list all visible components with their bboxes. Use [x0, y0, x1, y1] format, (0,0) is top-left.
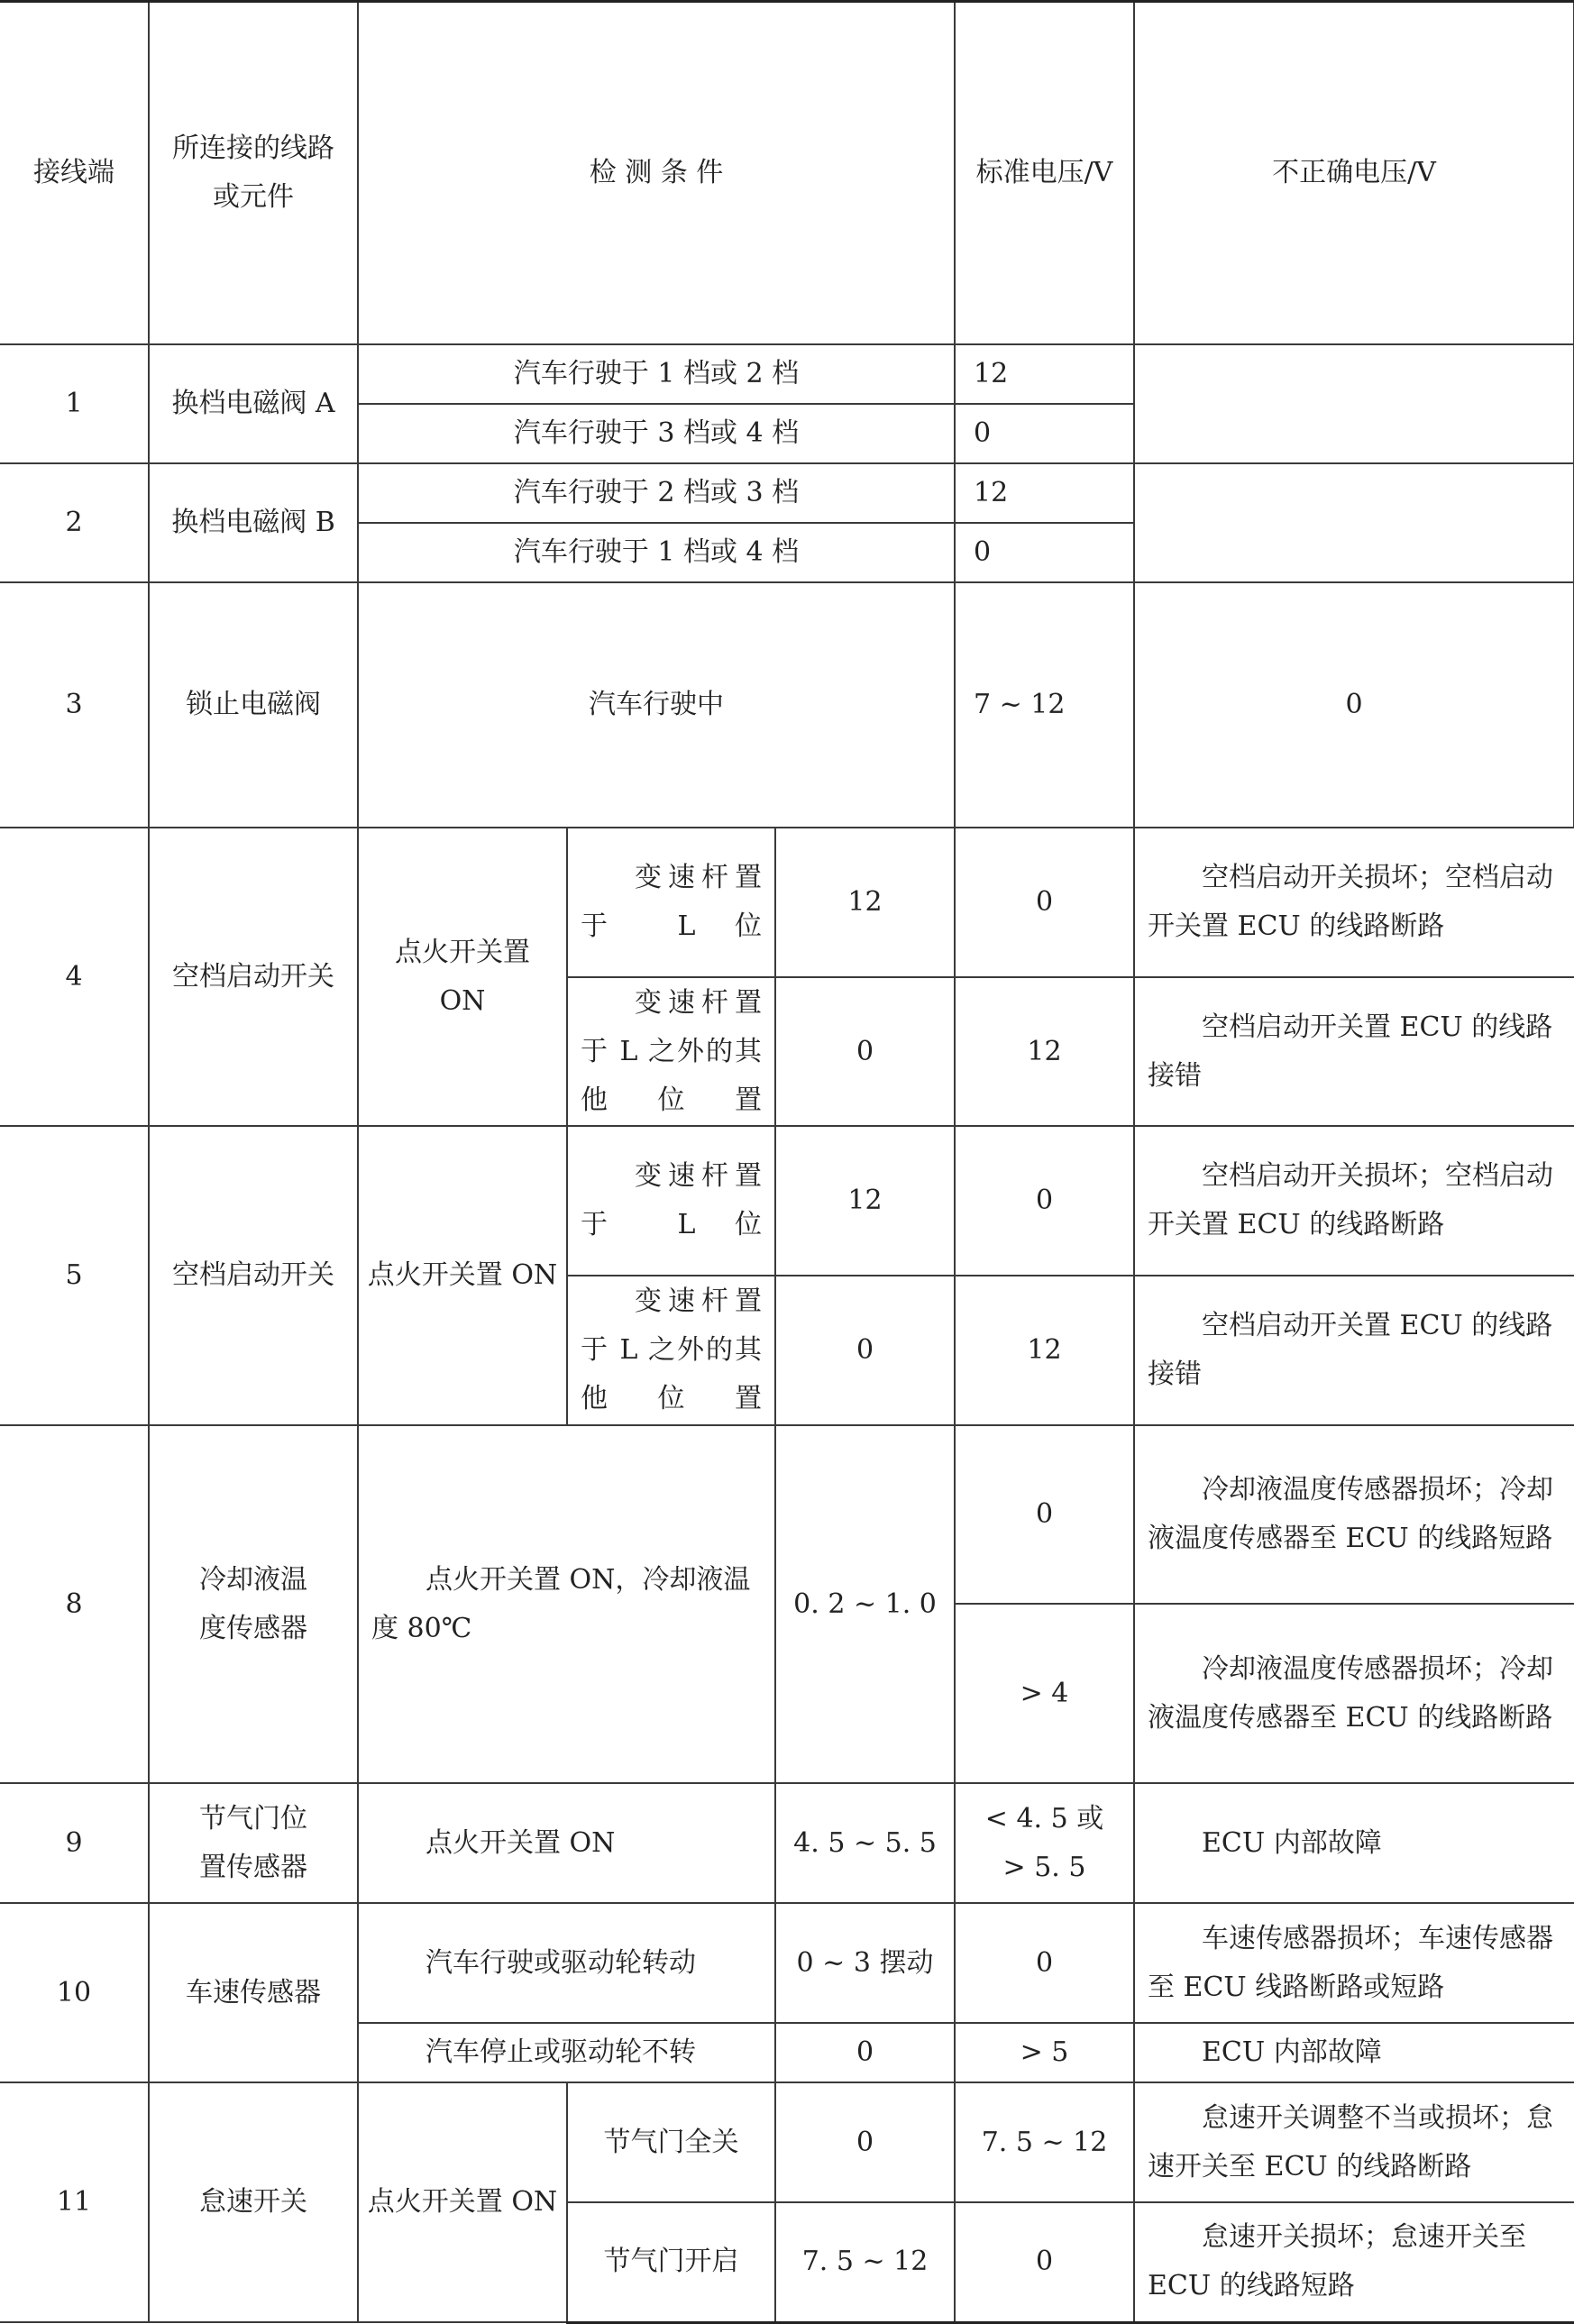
shift-position-cell: 变速杆置于 L 位	[567, 1126, 775, 1276]
ignition-cell: 点火开关置 ON	[358, 828, 567, 1126]
component-cell: 换档电磁阀 B	[149, 463, 358, 582]
cause-cell: 冷却液温度传感器损坏；冷却液温度传感器至 ECU 的线路短路	[1134, 1425, 1574, 1604]
cause-cell: 空档启动开关损坏；空档启动开关置 ECU 的线路断路	[1134, 1126, 1574, 1276]
condition-cell: 汽车行驶于 2 档或 3 档	[358, 463, 955, 523]
standard-voltage-cell: 7. 5 ~ 12	[775, 2202, 955, 2322]
ignition-cell: 点火开关置 ON	[358, 2082, 567, 2322]
table-row	[0, 828, 1574, 977]
component-cell: 空档启动开关	[149, 828, 358, 1126]
header-incorrect-voltage: 不正确电压/V	[1134, 2, 1574, 345]
condition-cell: 汽车行驶于 3 档或 4 档	[358, 404, 955, 463]
incorrect-voltage-cell: 0	[955, 1126, 1134, 1276]
terminal-cell: 5	[0, 1126, 149, 1425]
header-row	[0, 2, 1574, 345]
condition-cell: 汽车行驶于 1 档或 4 档	[358, 523, 955, 582]
incorrect-voltage-cell: 0	[955, 1425, 1134, 1604]
cause-cell: 空档启动开关置 ECU 的线路接错	[1134, 1276, 1574, 1425]
standard-voltage-cell: 12	[955, 344, 1134, 404]
incorrect-voltage-cell: 7. 5 ~ 12	[955, 2082, 1134, 2202]
component-cell: 换档电磁阀 A	[149, 344, 358, 463]
component-cell: 节气门位置传感器	[149, 1783, 358, 1903]
standard-voltage-cell: 12	[955, 463, 1134, 523]
standard-voltage-cell: 0	[955, 404, 1134, 463]
condition-cell: 汽车行驶于 1 档或 2 档	[358, 344, 955, 404]
component-cell: 冷却液温度传感器	[149, 1425, 358, 1783]
standard-voltage-cell: 0. 2 ~ 1. 0	[775, 1425, 955, 1783]
terminal-cell: 9	[0, 1783, 149, 1903]
ignition-cell: 点火开关置 ON	[358, 1126, 567, 1425]
component-cell: 车速传感器	[149, 1903, 358, 2082]
incorrect-voltage-cell: 0	[1134, 582, 1574, 828]
cause-cell: 怠速开关损坏；怠速开关至 ECU 的线路短路	[1134, 2202, 1574, 2322]
table-row	[0, 1425, 1574, 1604]
header-component: 所连接的线路或元件	[149, 2, 358, 345]
cause-cell: 怠速开关调整不当或损坏；怠速开关至 ECU 的线路断路	[1134, 2082, 1574, 2202]
table-row	[0, 344, 1574, 404]
component-cell: 锁止电磁阀	[149, 582, 358, 828]
terminal-cell: 1	[0, 344, 149, 463]
incorrect-voltage-cell: < 4. 5 或 > 5. 5	[955, 1783, 1134, 1903]
standard-voltage-cell: 0	[775, 2082, 955, 2202]
standard-voltage-cell: 0	[955, 523, 1134, 582]
table-row	[0, 1126, 1574, 1276]
cause-cell: ECU 内部故障	[1134, 2023, 1574, 2082]
incorrect-voltage-cell: > 4	[955, 1604, 1134, 1783]
table-row	[0, 463, 1574, 523]
throttle-position-cell: 节气门开启	[567, 2202, 775, 2322]
incorrect-voltage-cell: 0	[955, 1903, 1134, 2023]
incorrect-voltage-cell: 0	[955, 2202, 1134, 2322]
incorrect-voltage-cell: 0	[955, 828, 1134, 977]
standard-voltage-cell: 12	[775, 1126, 955, 1276]
table-row	[0, 2082, 1574, 2202]
component-cell: 空档启动开关	[149, 1126, 358, 1425]
incorrect-voltage-cell: 12	[955, 1276, 1134, 1425]
shift-position-cell: 变速杆置于 L 位	[567, 828, 775, 977]
standard-voltage-cell: 0 ~ 3 摆动	[775, 1903, 955, 2023]
shift-position-cell: 变速杆置于 L 之外的其他位置	[567, 977, 775, 1126]
standard-voltage-cell: 12	[775, 828, 955, 977]
header-terminal: 接线端	[0, 2, 149, 345]
terminal-cell: 10	[0, 1903, 149, 2082]
cause-cell: 空档启动开关置 ECU 的线路接错	[1134, 977, 1574, 1126]
standard-voltage-cell: 0	[775, 2023, 955, 2082]
incorrect-voltage-cell	[1134, 463, 1574, 582]
header-standard-voltage: 标准电压/V	[955, 2, 1134, 345]
terminal-cell: 11	[0, 2082, 149, 2322]
cause-cell: 车速传感器损坏；车速传感器至 ECU 线路断路或短路	[1134, 1903, 1574, 2023]
incorrect-voltage-cell	[1134, 344, 1574, 463]
throttle-position-cell: 节气门全关	[567, 2082, 775, 2202]
cause-cell: ECU 内部故障	[1134, 1783, 1574, 1903]
terminal-cell: 2	[0, 463, 149, 582]
incorrect-voltage-cell: 12	[955, 977, 1134, 1126]
table-row	[0, 1903, 1574, 2023]
cause-cell: 冷却液温度传感器损坏；冷却液温度传感器至 ECU 的线路断路	[1134, 1604, 1574, 1783]
table-row	[0, 1783, 1574, 1903]
shift-position-cell: 变速杆置于 L 之外的其他位置	[567, 1276, 775, 1425]
condition-cell: 汽车行驶或驱动轮转动	[358, 1903, 775, 2023]
standard-voltage-cell: 0	[775, 977, 955, 1126]
standard-voltage-cell: 4. 5 ~ 5. 5	[775, 1783, 955, 1903]
incorrect-voltage-cell: > 5	[955, 2023, 1134, 2082]
table-row	[0, 582, 1574, 828]
terminal-cell: 3	[0, 582, 149, 828]
standard-voltage-cell: 0	[775, 1276, 955, 1425]
condition-cell: 汽车行驶中	[358, 582, 955, 828]
condition-cell: 点火开关置 ON	[358, 1783, 775, 1903]
terminal-cell: 8	[0, 1425, 149, 1783]
condition-cell: 点火开关置 ON，冷却液温度 80℃	[358, 1425, 775, 1783]
cause-cell: 空档启动开关损坏；空档启动开关置 ECU 的线路断路	[1134, 828, 1574, 977]
condition-cell: 汽车停止或驱动轮不转	[358, 2023, 775, 2082]
terminal-cell: 4	[0, 828, 149, 1126]
component-cell: 怠速开关	[149, 2082, 358, 2322]
header-condition: 检 测 条 件	[358, 2, 955, 345]
standard-voltage-cell: 7 ~ 12	[955, 582, 1134, 828]
